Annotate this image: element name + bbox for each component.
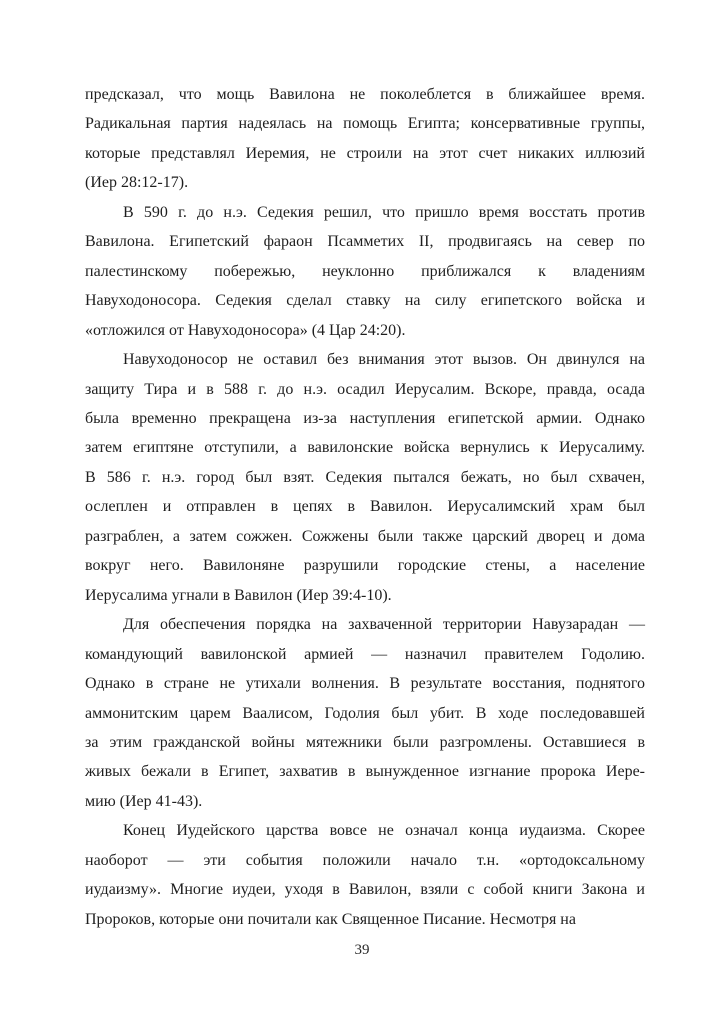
text-line: разграблен, а затем сожжен. Сожжены были также царский дворец и дома (85, 527, 645, 545)
text-line: (Иер 28:12-17). (85, 174, 189, 192)
text-line: В 590 г. до н.э. Седекия решил, что пришло время восстать против (123, 203, 645, 221)
paragraph (85, 816, 645, 934)
text-line: за этим гражданской войны мятежники были разгромлены. Оставшиеся в (85, 733, 645, 751)
text-line: Однако в стране не утихали волнения. В результате восстания, поднятого (85, 675, 645, 693)
text-line: В 586 г. н.э. город был взят. Седекия пытался бежать, но был схвачен, (85, 468, 645, 486)
text-line: наоборот — эти события положили начало т.н. «ортодоксальному (85, 851, 645, 869)
text-line: мию (Иер 41-43). (85, 792, 203, 810)
text-line: которые представлял Иеремия, не строили на этот счет никаких иллюзий (85, 144, 645, 162)
text-line: «отложился от Навуходоносора» (4 Цар 24:20). (85, 321, 406, 339)
text-line: была временно прекращена из-за наступления египетской армии. Однако (85, 409, 645, 427)
text-line: иудаизму». Многие иудеи, уходя в Вавилон, взяли с собой книги Закона и (85, 881, 645, 899)
text-block (85, 80, 645, 934)
text-line: палестинскому побережью, неуклонно приближался к владениям (85, 262, 645, 280)
text-line: защиту Тира и в 588 г. до н.э. осадил Иерусалим. Вскоре, правда, осада (85, 380, 645, 398)
text-line: Для обеспечения порядка на захваченной территории Навузарадан — (123, 616, 645, 634)
text-line: затем египтяне отступили, а вавилонские войска вернулись к Иерусалиму. (85, 439, 645, 457)
text-line: аммонитским царем Ваалисом, Годолия был убит. В ходе последовавшей (85, 704, 645, 722)
text-line: предсказал, что мощь Вавилона не поколеблется в ближайшее время. (85, 86, 645, 103)
paragraph (85, 198, 645, 345)
text-line: Конец Иудейского царства вовсе не означал конца иудаизма. Скорее (123, 822, 645, 840)
paragraph (85, 345, 645, 610)
paragraph (85, 610, 645, 816)
text-line: ослеплен и отправлен в цепях в Вавилон. Иерусалимский храм был (85, 498, 645, 516)
text-line: Пророков, которые они почитали как Священное Писание. Несмотря на (85, 910, 576, 928)
text-line: вокруг него. Вавилоняне разрушили городские стены, а население (85, 557, 645, 575)
text-line: командующий вавилонской армией — назначил правителем Годолию. (85, 645, 645, 663)
text-line: Вавилона. Египетский фараон Псамметих II, продвигаясь на север по (85, 233, 645, 251)
text-line: Навуходоносора. Седекия сделал ставку на силу египетского войска и (85, 292, 645, 310)
text-line: живых бежали в Египет, захватив в вынужденное изгнание пророка Иере- (85, 763, 645, 781)
paragraph (85, 80, 645, 198)
text-line: Радикальная партия надеялась на помощь Египта; консервативные группы, (85, 115, 645, 133)
text-line: Навуходоносор не оставил без внимания этот вызов. Он двинулся на (123, 351, 645, 369)
text-line: Иерусалима угнали в Вавилон (Иер 39:4-10). (85, 586, 392, 604)
page-number: 39 (354, 942, 370, 958)
